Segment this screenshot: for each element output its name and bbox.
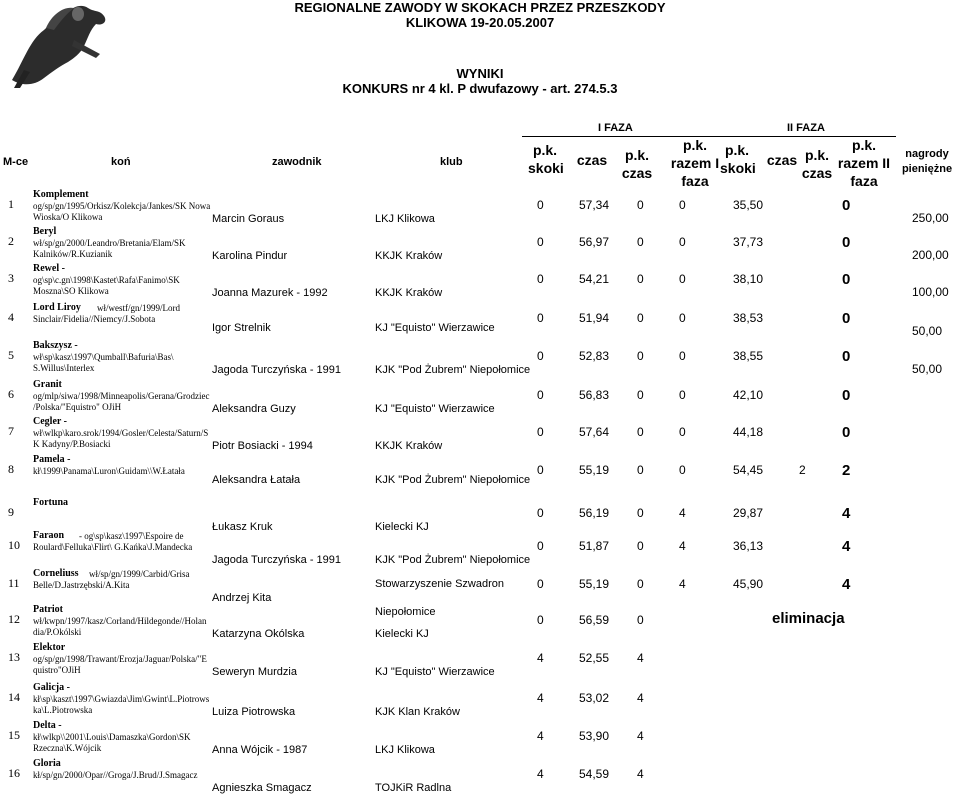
pk-jumps-2: 0: [679, 425, 686, 439]
row-place: 4: [8, 310, 14, 324]
col-time-1: czas: [576, 152, 608, 168]
club-name: KJ "Equisto" Wierzawice: [375, 666, 495, 678]
horse-name: Fortuna: [33, 497, 68, 508]
horse-name: Gloria: [33, 758, 61, 769]
rider-name: Seweryn Murdzia: [212, 666, 297, 678]
rider-name: Marcin Goraus: [212, 213, 285, 225]
horse-details: Roulard\Felluka\Flirt\ G.Kańka\J.Mandecka: [33, 542, 193, 552]
pk-jumps-2: 0: [679, 349, 686, 363]
horse-details: ka\L.Piotrowska: [33, 705, 93, 715]
elimination-label: eliminacja: [772, 610, 845, 627]
pk-time-1: 0: [637, 506, 644, 520]
col-total-1: p.k. razem I faza: [670, 137, 720, 189]
horse-details: Belle/D.Jastrzębski/A.Kita: [33, 580, 130, 590]
rider-name: Katarzyna Okólska: [212, 628, 305, 640]
col-place: M-ce: [3, 156, 29, 168]
pk-jumps-1: 4: [537, 651, 544, 665]
horse-details: Wioska/O Klikowa: [33, 212, 103, 222]
pk-time-1: 0: [637, 613, 644, 627]
time-1: 57,64: [579, 425, 610, 439]
pk-time-1: 0: [637, 235, 644, 249]
club-name: Kielecki KJ: [375, 628, 429, 640]
club-name: KJK Klan Kraków: [375, 706, 460, 718]
horse-details: Rzeczna\K.Wójcik: [33, 743, 102, 753]
horse-details: kł\sp\kaszt\1997\Gwiazda\Jim\Gwint\L.Piotrows: [33, 694, 210, 704]
row-place: 1: [8, 197, 14, 211]
row-place: 2: [8, 234, 14, 248]
horse-details: - og\sp\kasz\1997\Espoire de: [79, 531, 184, 541]
time-1: 57,34: [579, 198, 610, 212]
pk-time-1: 0: [637, 539, 644, 553]
rider-name: Piotr Bosiacki - 1994: [212, 440, 313, 452]
row-place: 5: [8, 348, 14, 362]
time-2: 29,87: [733, 506, 764, 520]
col-total-2: p.k. razem II faza: [837, 137, 891, 189]
horse-name: Komplement: [33, 189, 89, 200]
horse-details: S.Willus\Interlex: [33, 363, 95, 373]
time-1: 52,55: [579, 651, 610, 665]
row-place: 11: [8, 576, 20, 590]
rider-name: Aleksandra Guzy: [212, 403, 296, 415]
pk-jumps-1: 0: [537, 311, 544, 325]
club-name: KJK "Pod Żubrem" Niepołomice: [375, 554, 531, 566]
horse-details: Sinclair/Fidelia//Niemcy/J.Sobota: [33, 314, 156, 324]
pk-jumps-2: 0: [679, 198, 686, 212]
results-heading: WYNIKI: [456, 66, 504, 81]
horse-name: Cegler -: [33, 416, 67, 427]
horse-details: og/sp/gn/1998/Trawant/Erozja/Jaguar/Polska/"E: [33, 654, 207, 664]
club-name: LKJ Klikowa: [375, 744, 435, 756]
horse-details: wł/sp/gn/2000/Leandro/Bretania/Elam/SK: [33, 238, 186, 248]
row-place: 7: [8, 424, 14, 438]
prize-amount: 50,00: [912, 362, 943, 376]
time-2: 42,10: [733, 388, 764, 402]
prize-amount: 50,00: [912, 324, 943, 338]
time-1: 56,97: [579, 235, 610, 249]
row-place: 16: [8, 766, 20, 780]
prize-amount: 200,00: [912, 248, 949, 262]
pk-jumps-1: 0: [537, 272, 544, 286]
time-1: 53,02: [579, 691, 610, 705]
horse-name: Pamela -: [33, 454, 71, 465]
horse-details: dia/P.Okólski: [33, 627, 82, 637]
time-2: 54,45: [733, 463, 764, 477]
pk-jumps-2: 4: [679, 506, 686, 520]
total-2: 4: [842, 538, 851, 555]
row-place: 12: [8, 612, 20, 626]
pk-time-1: 4: [637, 651, 644, 665]
horse-details: quistro"OJiH: [33, 665, 81, 675]
time-2: 36,13: [733, 539, 764, 553]
horse-name: Beryl: [33, 226, 57, 237]
rider-name: Andrzej Kita: [212, 592, 272, 604]
row-place: 14: [8, 690, 20, 704]
pk-time-1: 4: [637, 729, 644, 743]
pk-time-1: 0: [637, 198, 644, 212]
pk-jumps-1: 0: [537, 506, 544, 520]
horse-details: kł\wlkp\\2001\Louis\Damaszka\Gordon\SK: [33, 732, 191, 742]
horse-name: Corneliuss: [33, 568, 79, 579]
time-1: 56,83: [579, 388, 610, 402]
rider-name: Jagoda Turczyńska - 1991: [212, 554, 342, 566]
col-pk-jumps-1: p.k. skoki: [528, 142, 564, 176]
horse-name: Galicja -: [33, 682, 70, 693]
pk-time-1: 0: [637, 425, 644, 439]
horse-name: Elektor: [33, 642, 66, 653]
total-2: 0: [842, 424, 851, 441]
pk-jumps-1: 0: [537, 463, 544, 477]
rider-name: Jagoda Turczyńska - 1991: [212, 364, 342, 376]
horse-details: /Polska/"Equistro" OJiH: [33, 402, 122, 412]
horse-name: Bakszysz -: [33, 340, 78, 351]
time-2: 45,90: [733, 577, 764, 591]
pk-jumps-1: 0: [537, 198, 544, 212]
pk-jumps-2: 0: [679, 388, 686, 402]
row-place: 13: [8, 650, 20, 664]
total-2: 4: [842, 505, 851, 522]
col-club: klub: [440, 156, 463, 168]
horse-details: wł/sp/gn/1999/Carbid/Grisa: [89, 569, 190, 579]
total-2: 4: [842, 576, 851, 593]
horse-details: wł\wlkp\karo.srok/1994/Gosler/Celesta/Saturn/S: [33, 428, 209, 438]
pk-jumps-2: 0: [679, 272, 686, 286]
pk-time-2: 2: [799, 463, 806, 477]
horse-name: Lord Liroy: [33, 302, 81, 313]
row-place: 15: [8, 728, 20, 742]
club-name: KKJK Kraków: [375, 250, 443, 262]
rider-name: Igor Strelnik: [212, 322, 271, 334]
club-name: KJK "Pod Żubrem" Niepołomice: [375, 474, 531, 486]
time-1: 51,94: [579, 311, 610, 325]
horse-details: og\sp\c.gn\1998\Kastet\Rafa\Fanimo\SK: [33, 275, 180, 285]
club-name: Kielecki KJ: [375, 521, 429, 533]
total-2: 2: [842, 462, 851, 479]
col-horse: koń: [111, 156, 131, 168]
horse-name: Delta -: [33, 720, 62, 731]
pk-jumps-2: 0: [679, 235, 686, 249]
time-1: 54,59: [579, 767, 610, 781]
pk-jumps-2: 4: [679, 577, 686, 591]
pk-time-1: 0: [637, 272, 644, 286]
horse-details: wł/westf/gn/1999/Lord: [97, 303, 180, 313]
pk-time-1: 4: [637, 767, 644, 781]
horse-details: Moszna\SO Klikowa: [33, 286, 109, 296]
club-name-2: Niepołomice: [375, 606, 436, 618]
pk-jumps-1: 0: [537, 425, 544, 439]
horse-details: kł/sp/gn/2000/Opar//Groga/J.Brud/J.Smagacz: [33, 770, 198, 780]
pk-jumps-1: 0: [537, 539, 544, 553]
time-1: 51,87: [579, 539, 610, 553]
pk-time-1: 0: [637, 311, 644, 325]
competition-title: REGIONALNE ZAWODY W SKOKACH PRZEZ PRZESZKODY: [294, 0, 666, 15]
horse-name: Faraon: [33, 530, 65, 541]
pk-jumps-1: 4: [537, 729, 544, 743]
pk-jumps-1: 0: [537, 235, 544, 249]
row-place: 6: [8, 387, 14, 401]
col-pk-jumps-2: p.k. skoki: [720, 142, 756, 176]
col-pk-time-1: p.k. czas: [621, 147, 653, 181]
time-2: 37,73: [733, 235, 764, 249]
horse-name: Granit: [33, 379, 62, 390]
pk-jumps-1: 0: [537, 577, 544, 591]
class-heading: KONKURS nr 4 kl. P dwufazowy - art. 274.5.3: [342, 81, 618, 96]
pk-jumps-1: 0: [537, 388, 544, 402]
club-name: KJ "Equisto" Wierzawice: [375, 403, 495, 415]
time-2: 38,10: [733, 272, 764, 286]
club-name: KJ "Equisto" Wierzawice: [375, 322, 495, 334]
total-2: 0: [842, 387, 851, 404]
time-2: 38,55: [733, 349, 764, 363]
club-name: TOJKiR Radlna: [375, 782, 452, 794]
pk-time-1: 0: [637, 577, 644, 591]
pk-time-1: 0: [637, 463, 644, 477]
time-1: 52,83: [579, 349, 610, 363]
col-pk-time-2: p.k. czas: [801, 147, 833, 181]
rider-name: Joanna Mazurek - 1992: [212, 287, 328, 299]
col-rider: zawodnik: [272, 156, 322, 168]
time-2: 35,50: [733, 198, 764, 212]
rider-name: Aleksandra Łatała: [212, 474, 301, 486]
time-1: 55,19: [579, 577, 610, 591]
horse-details: kł\1999\Panama\Luron\Guidam\\W.Łatała: [33, 466, 185, 476]
row-place: 3: [8, 271, 14, 285]
time-2: 44,18: [733, 425, 764, 439]
row-place: 10: [8, 538, 20, 552]
total-2: 0: [842, 348, 851, 365]
col-time-2: czas: [766, 152, 798, 168]
horse-details: wł\sp\kasz\1997\Qumball\Bafuria\Bas\: [33, 352, 174, 362]
horse-name: Patriot: [33, 604, 63, 615]
rider-name: Luiza Piotrowska: [212, 706, 296, 718]
pk-jumps-1: 0: [537, 349, 544, 363]
total-2: 0: [842, 234, 851, 251]
pk-time-1: 0: [637, 388, 644, 402]
horse-name: Rewel -: [33, 263, 65, 274]
club-name: KJK "Pod Żubrem" Niepołomice: [375, 364, 531, 376]
horse-details: og/sp/gn/1995/Orkisz/Kolekcja/Jankes/SK Nowa: [33, 201, 211, 211]
rider-name: Łukasz Kruk: [212, 521, 273, 533]
phase1-header: I FAZA: [598, 122, 633, 134]
horse-details: Kalników/R.Kuzianik: [33, 249, 113, 259]
pk-time-1: 4: [637, 691, 644, 705]
club-name: Stowarzyszenie Szwadron: [375, 578, 505, 590]
time-1: 55,19: [579, 463, 610, 477]
total-2: 0: [842, 271, 851, 288]
time-1: 56,59: [579, 613, 610, 627]
rider-name: Karolina Pindur: [212, 250, 288, 262]
pk-jumps-1: 4: [537, 691, 544, 705]
competition-date: KLIKOWA 19-20.05.2007: [405, 15, 555, 30]
horse-details: og/mlp/siwa/1998/Minneapolis/Gerana/Grodziec: [33, 391, 210, 401]
rider-name: Agnieszka Smagacz: [212, 782, 312, 794]
pk-jumps-2: 0: [679, 311, 686, 325]
pk-jumps-1: 0: [537, 613, 544, 627]
prize-amount: 100,00: [912, 285, 949, 299]
time-1: 53,90: [579, 729, 610, 743]
time-1: 56,19: [579, 506, 610, 520]
pk-time-1: 0: [637, 349, 644, 363]
club-name: KKJK Kraków: [375, 440, 443, 452]
pk-jumps-2: 4: [679, 539, 686, 553]
club-name: LKJ Klikowa: [375, 213, 435, 225]
time-2: 38,53: [733, 311, 764, 325]
pk-jumps-2: 0: [679, 463, 686, 477]
horse-details: wł/kwpn/1997/kasz/Corland/Hildegonde//Holan: [33, 616, 207, 626]
club-name: KKJK Kraków: [375, 287, 443, 299]
pk-jumps-1: 4: [537, 767, 544, 781]
row-place: 8: [8, 462, 14, 476]
row-place: 9: [8, 505, 14, 519]
horse-details: K Kadyny/P.Bosiacki: [33, 439, 111, 449]
col-prize: nagrody pieniężne: [901, 148, 953, 175]
time-1: 54,21: [579, 272, 610, 286]
phase2-header: II FAZA: [787, 122, 825, 134]
total-2: 0: [842, 197, 851, 214]
prize-amount: 250,00: [912, 211, 949, 225]
rider-name: Anna Wójcik - 1987: [212, 744, 308, 756]
total-2: 0: [842, 310, 851, 327]
